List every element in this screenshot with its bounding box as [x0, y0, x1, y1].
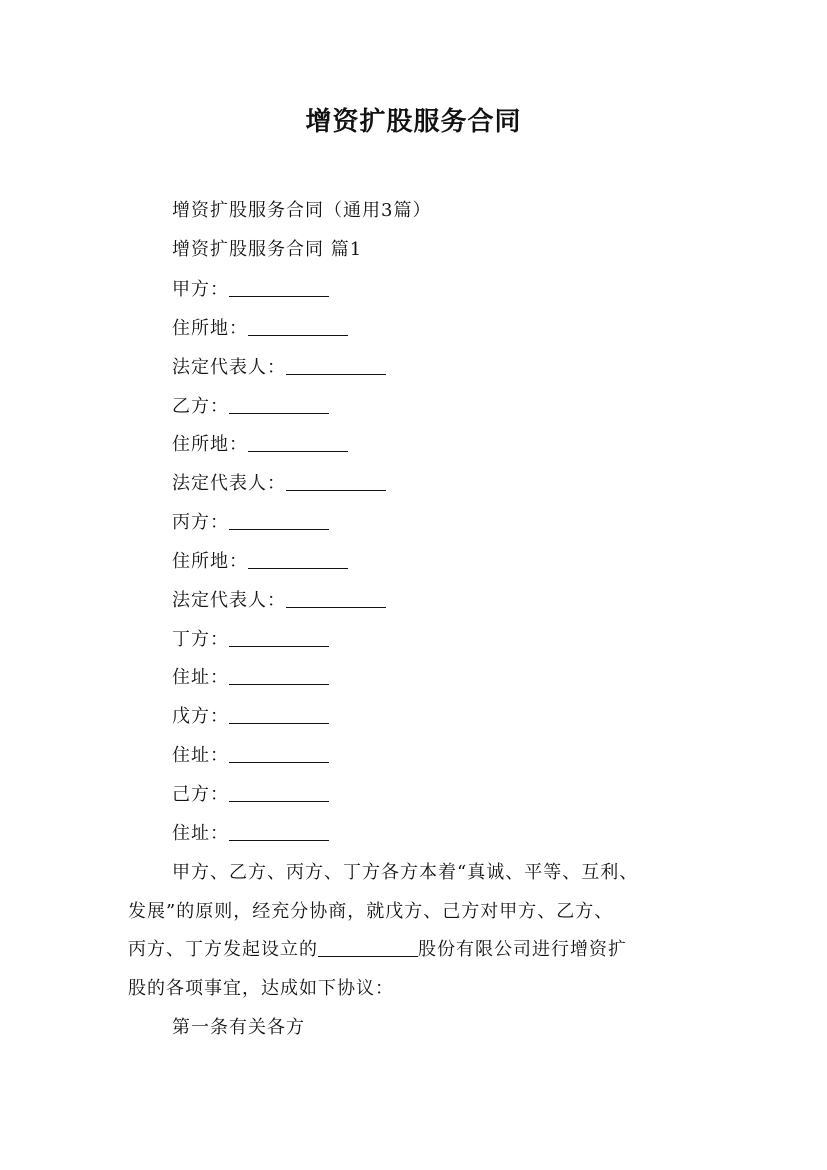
blank-underline — [248, 433, 348, 452]
field-legal-rep — [172, 470, 386, 498]
paragraph-line: 甲方、乙方、丙方、丁方各方本着“真诚、平等、互利、 — [172, 862, 639, 883]
paragraph-text: 股份有限公司进行增资扩 — [418, 939, 627, 960]
blank-underline — [248, 317, 348, 336]
field-label: 住址： — [172, 823, 229, 844]
field-label: 戊方： — [172, 706, 229, 727]
blank-underline — [229, 744, 329, 763]
field-label: 住所地： — [172, 551, 248, 572]
field-legal-rep — [172, 587, 386, 615]
field-label: 丁方： — [172, 629, 229, 650]
paragraph-line: 股的各项事宜，达成如下协议： — [128, 978, 394, 999]
field-party-d — [172, 626, 329, 654]
blank-underline — [229, 783, 329, 802]
blank-underline — [286, 472, 386, 491]
field-label: 住址： — [172, 667, 229, 688]
field-label: 丙方： — [172, 512, 229, 533]
field-label: 甲方： — [172, 279, 229, 300]
field-label: 法定代表人： — [172, 357, 286, 378]
field-label: 法定代表人： — [172, 473, 286, 494]
field-label: 法定代表人： — [172, 590, 286, 611]
document-heading: 增资扩股服务合同（通用3篇） — [172, 200, 432, 221]
blank-underline — [229, 822, 329, 841]
blank-underline — [229, 628, 329, 647]
blank-underline — [286, 356, 386, 375]
field-legal-rep — [172, 354, 386, 382]
field-party-a — [172, 276, 329, 304]
section-heading: 增资扩股服务合同 篇1 — [172, 239, 363, 260]
field-label: 住所地： — [172, 318, 248, 339]
field-label: 乙方： — [172, 396, 229, 417]
blank-underline — [286, 589, 386, 608]
paragraph-line — [128, 936, 627, 964]
field-address — [172, 742, 329, 770]
field-address — [172, 820, 329, 848]
field-address — [172, 315, 348, 343]
field-label: 住址： — [172, 745, 229, 766]
blank-underline — [229, 666, 329, 685]
field-address — [172, 431, 348, 459]
paragraph-text: 丙方、丁方发起设立的 — [128, 939, 318, 960]
blank-underline — [248, 550, 348, 569]
blank-underline — [229, 395, 329, 414]
blank-underline — [229, 511, 329, 530]
paragraph-line: 发展”的原则，经充分协商，就戊方、己方对甲方、乙方、 — [128, 901, 614, 922]
field-party-f — [172, 781, 329, 809]
article-heading: 第一条有关各方 — [172, 1017, 305, 1038]
blank-underline — [318, 938, 418, 957]
field-party-b — [172, 393, 329, 421]
page-title: 增资扩股服务合同 — [305, 107, 522, 137]
field-label: 己方： — [172, 784, 229, 805]
field-address — [172, 548, 348, 576]
field-party-e — [172, 703, 329, 731]
field-label: 住所地： — [172, 434, 248, 455]
blank-underline — [229, 705, 329, 724]
blank-underline — [229, 278, 329, 297]
field-address — [172, 664, 329, 692]
field-party-c — [172, 509, 329, 537]
